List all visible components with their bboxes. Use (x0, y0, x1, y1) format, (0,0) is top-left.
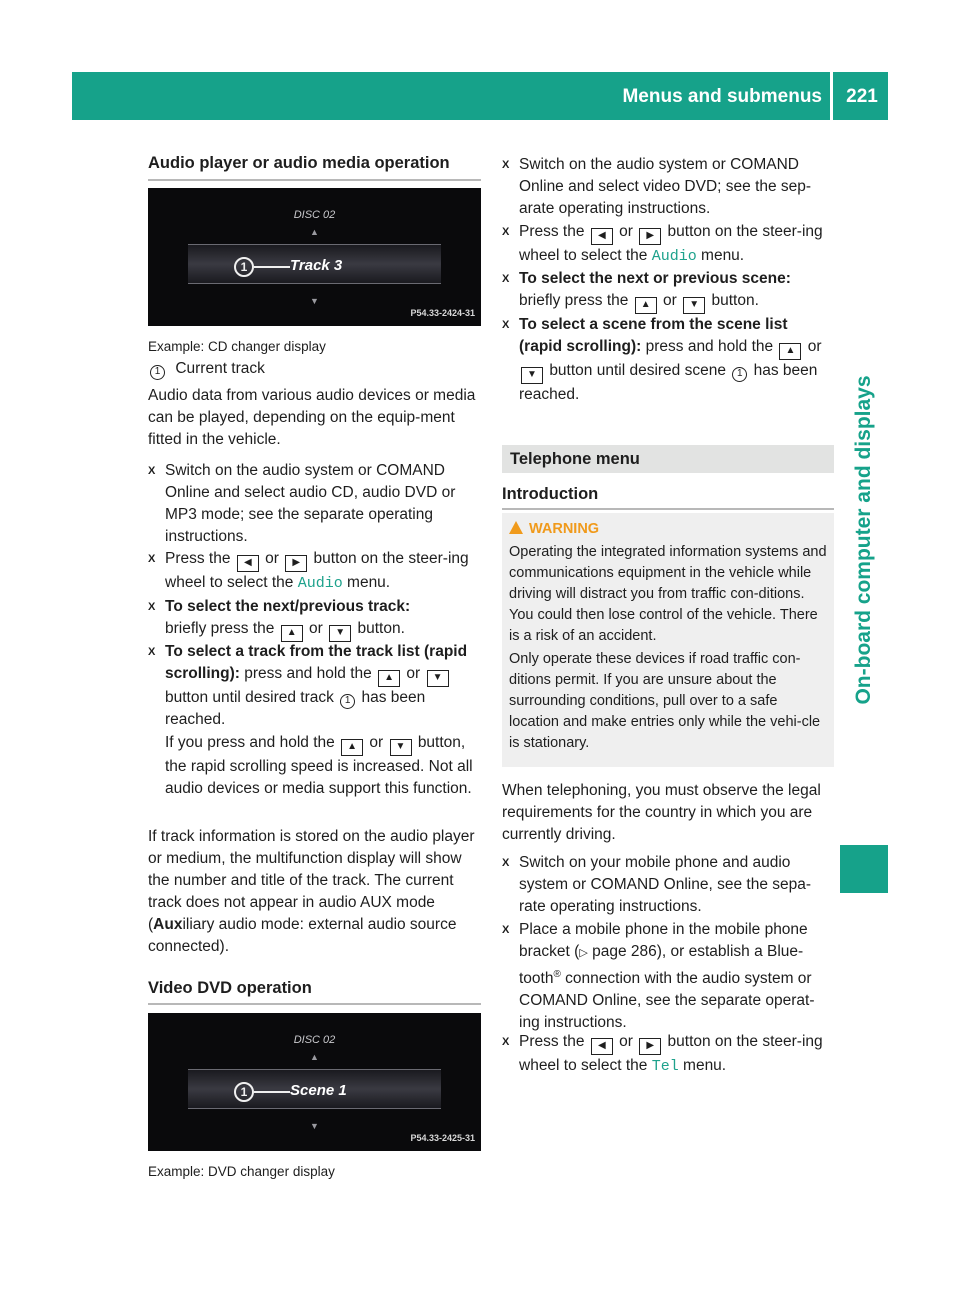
down-key-icon: ▼ (683, 297, 705, 314)
heading-rule (502, 508, 834, 510)
image-code: P54.33-2424-31 (410, 308, 475, 318)
step-text: Press the (519, 1033, 585, 1050)
right-key-icon: ▶ (285, 555, 307, 572)
step-text: or (309, 620, 323, 637)
step-text: Switch on the audio system or COMAND Online and select audio CD, audio DVD or MP3 mode; see the separate operating instructions. (165, 462, 456, 545)
telephone-menu-band (502, 445, 834, 473)
callout-marker: 1 (732, 367, 747, 382)
step-arrow-icon: X (502, 857, 510, 869)
callout-marker: 1 (234, 1082, 254, 1102)
step-text: briefly press the (165, 620, 275, 637)
step-text: or (369, 734, 384, 751)
step-text: or (663, 292, 677, 309)
step-text: button until desired scene (549, 362, 726, 379)
track-label: Track 3 (290, 257, 343, 274)
warning-text: Only operate these devices if road traffic con-ditions permit. If you are unsure about the surrounding conditions, pull over to a safe location and make entries only while the vehi-cle is stationary. (509, 651, 821, 751)
telephone-menu-heading: Telephone menu (510, 450, 640, 468)
disc-label: DISC 02 (293, 209, 336, 221)
warning-box (502, 513, 834, 767)
down-key-icon: ▼ (329, 625, 351, 642)
introduction-heading: Introduction (502, 485, 599, 503)
image-code: P54.33-2425-31 (410, 1133, 475, 1143)
disc-label: DISC 02 (293, 1034, 336, 1046)
legend-text: Current track (175, 360, 265, 377)
page-section-title: Menus and submenus (622, 86, 822, 107)
callout-line (254, 1091, 290, 1093)
step-text: connection with the audio system or COMAND Online, see the separate operat-ing instructions. (519, 970, 815, 1032)
step-text: Switch on your mobile phone and audio system or COMAND Online, see the sepa-rate operating instructions. (519, 854, 812, 915)
scene-label: Scene 1 (290, 1082, 347, 1099)
page-reference-icon: ▷ (579, 947, 588, 959)
step-text: button, the rapid scrolling speed is increased. Not all audio devices or media support this function. (165, 734, 473, 797)
page-reference-link[interactable]: page 286), or establish a Blue-tooth (519, 943, 804, 988)
list-item (502, 154, 834, 220)
track-info-paragraph (148, 826, 481, 958)
scroll-down-icon: ▼ (310, 1121, 319, 1131)
legend-item (148, 358, 481, 380)
step-arrow-icon: X (502, 319, 510, 331)
scroll-up-icon: ▲ (310, 1052, 319, 1062)
step-title: To select the next/previous track: (165, 598, 411, 615)
step-text: Switch on the audio system or COMAND Online and select video DVD; see the sep-arate operating instructions. (519, 156, 812, 217)
step-text: press and hold the (645, 338, 774, 355)
step-text: or (265, 550, 279, 567)
registered-mark: ® (553, 969, 561, 980)
list-item (148, 596, 481, 642)
list-item (502, 268, 834, 314)
step-arrow-icon: X (502, 226, 510, 238)
scroll-down-icon: ▼ (310, 296, 319, 306)
header-divider (830, 72, 833, 120)
left-key-icon: ◀ (591, 1038, 613, 1055)
step-text: or (406, 665, 421, 682)
chapter-tab-marker (840, 845, 888, 893)
step-text: button on the steer-ing wheel to select the (519, 1033, 823, 1074)
cd-caption: Example: CD changer display (148, 339, 326, 354)
step-arrow-icon: X (148, 601, 156, 613)
step-note (165, 732, 481, 800)
callout-line (254, 266, 290, 268)
list-item (148, 641, 481, 731)
paragraph-text: iliary audio mode: external audio source connected). (148, 916, 457, 955)
up-key-icon: ▲ (281, 625, 303, 642)
step-text: press and hold the (244, 665, 372, 682)
down-key-icon: ▼ (521, 367, 543, 384)
step-arrow-icon: X (148, 465, 156, 477)
step-text: Place a mobile phone in the mobile phone bracket ( (519, 921, 808, 960)
audio-intro-paragraph: Audio data from various audio devices or media can be played, depending on the equip-ment fitted in the vehicle. (148, 387, 476, 448)
step-text: Press the (519, 223, 585, 240)
heading-rule (148, 179, 481, 181)
scroll-up-icon: ▲ (310, 227, 319, 237)
up-key-icon: ▲ (378, 670, 400, 687)
page-number: 221 (846, 86, 878, 107)
step-text: has been reached. (519, 362, 818, 403)
step-arrow-icon: X (502, 159, 510, 171)
step-text: or (619, 223, 633, 240)
warning-text: Operating the integrated information systems and communications equipment in the vehicle while driving will distract you from traffic con-ditions. You could then lose control of the vehicle. There is a risk of an accident. (509, 544, 827, 644)
list-item (502, 852, 834, 918)
step-text: button on the steer-ing wheel to select the (519, 223, 823, 264)
callout-marker: 1 (150, 365, 165, 380)
chapter-tab-label: On-board computer and displays (852, 375, 875, 705)
step-text: menu. (347, 574, 391, 591)
dvd-caption: Example: DVD changer display (148, 1164, 335, 1179)
down-key-icon: ▼ (427, 670, 449, 687)
step-text: briefly press the (519, 292, 629, 309)
list-item (148, 548, 481, 595)
left-key-icon: ◀ (237, 555, 259, 572)
step-text: menu. (683, 1057, 727, 1074)
right-key-icon: ▶ (639, 228, 661, 245)
step-text: If you press and hold the (165, 734, 335, 751)
step-text: or (807, 338, 822, 355)
up-key-icon: ▲ (341, 739, 363, 756)
warning-title: WARNING (529, 521, 600, 537)
step-arrow-icon: X (502, 1036, 510, 1048)
list-item (502, 314, 834, 406)
left-key-icon: ◀ (591, 228, 613, 245)
step-arrow-icon: X (148, 646, 156, 658)
video-heading: Video DVD operation (148, 979, 312, 997)
step-text: button until desired track (165, 689, 334, 706)
down-key-icon: ▼ (390, 739, 412, 756)
paragraph-text: If track information is stored on the audio player or medium, the multifunction display will show the number and title of the track. The current track does not appear in audio AUX mode ( (148, 828, 475, 933)
step-text: button. (711, 292, 759, 309)
dvd-display-image (148, 1013, 481, 1151)
callout-marker: 1 (234, 257, 254, 277)
up-key-icon: ▲ (635, 297, 657, 314)
paragraph-text: Aux (153, 916, 183, 933)
menu-name: Tel (651, 1058, 679, 1075)
up-key-icon: ▲ (779, 343, 801, 360)
list-item (502, 1031, 834, 1078)
step-title: To select a track from the track list (rapid scrolling): (165, 643, 468, 682)
audio-heading: Audio player or audio media operation (148, 154, 450, 172)
step-arrow-icon: X (502, 924, 510, 936)
step-arrow-icon: X (502, 273, 510, 285)
warning-icon (509, 521, 523, 534)
step-text: has been reached. (165, 689, 426, 728)
cd-display-image (148, 188, 481, 326)
step-arrow-icon: X (148, 553, 156, 565)
heading-rule (148, 1003, 481, 1005)
step-title: To select the next or previous scene: (519, 270, 791, 287)
step-text: button. (357, 620, 405, 637)
menu-name: Audio (297, 575, 343, 592)
list-item (502, 919, 834, 1034)
step-text: menu. (701, 247, 745, 264)
step-title: To select a scene from the scene list (rapid scrolling): (519, 316, 788, 355)
telephone-intro-paragraph: When telephoning, you must observe the legal requirements for the country in which you are currently driving. (502, 782, 821, 843)
list-item (148, 460, 481, 548)
right-key-icon: ▶ (639, 1038, 661, 1055)
callout-marker: 1 (340, 694, 355, 709)
step-text: Press the (165, 550, 231, 567)
menu-name: Audio (651, 248, 697, 265)
step-text: or (619, 1033, 633, 1050)
list-item (502, 221, 834, 268)
step-text: button on the steer-ing wheel to select the (165, 550, 469, 591)
